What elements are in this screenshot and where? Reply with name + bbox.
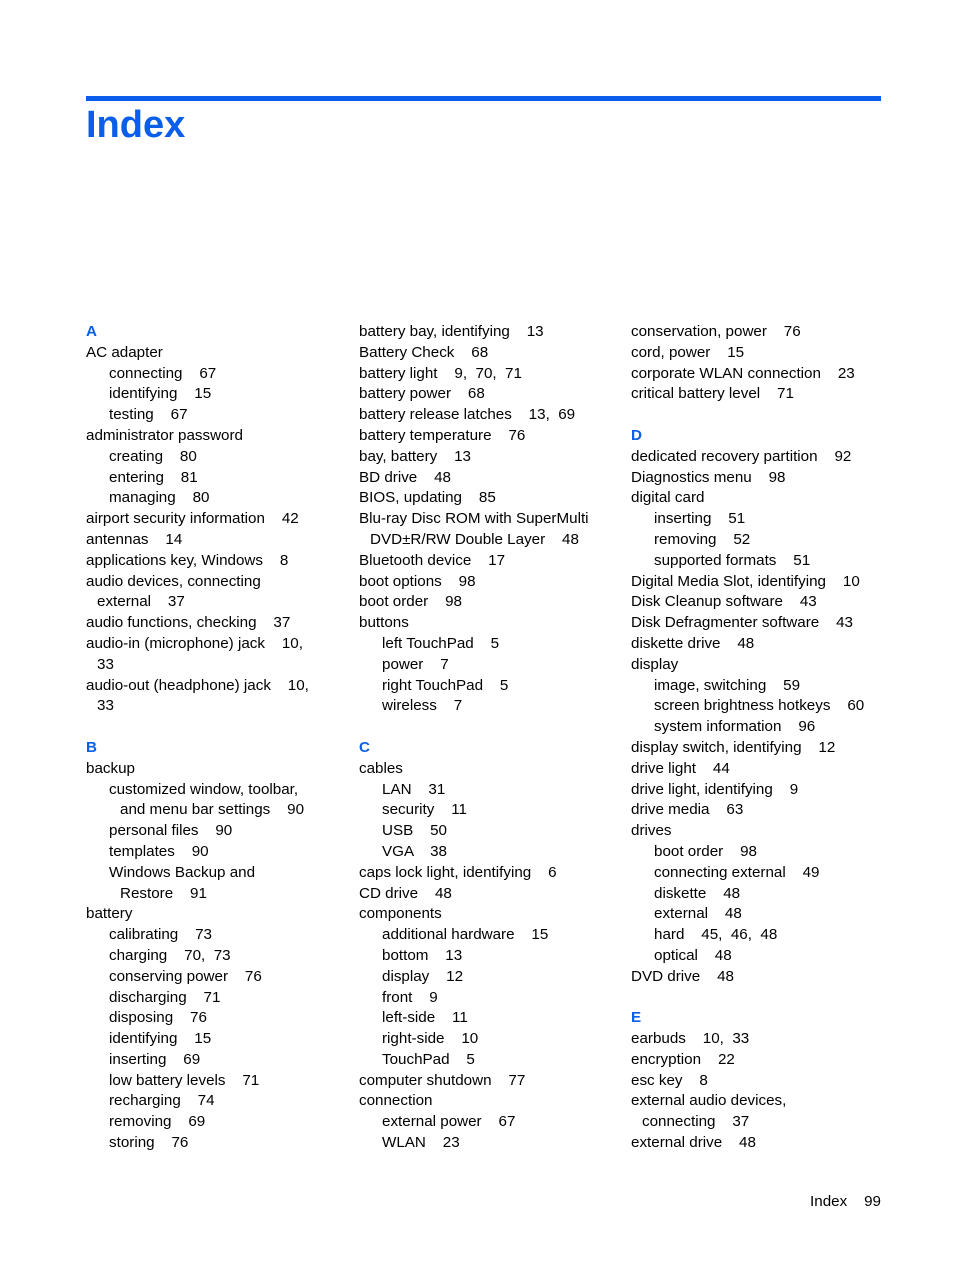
index-entry: audio functions, checking 37: [86, 614, 291, 632]
index-entry: digital card: [631, 489, 705, 507]
index-entry: external drive 48: [631, 1134, 756, 1152]
index-column-3: [631, 322, 893, 1154]
index-subentry: and menu bar settings 90: [120, 801, 305, 819]
index-subentry: templates 90: [109, 842, 209, 860]
index-subentry: LAN 31: [382, 780, 446, 798]
index-entry: BIOS, updating 85: [359, 489, 496, 507]
index-entry: audio-out (headphone) jack 10,: [86, 676, 309, 694]
index-entry: BD drive 48: [359, 468, 452, 486]
index-subentry: connecting 37: [642, 1113, 750, 1131]
index-subentry: personal files 90: [109, 822, 233, 840]
index-entry: critical battery level 71: [631, 385, 794, 403]
index-subentry: right-side 10: [382, 1030, 479, 1048]
index-subentry: testing 67: [109, 406, 188, 424]
index-entry: encryption 22: [631, 1050, 735, 1068]
index-subentry: security 11: [382, 801, 467, 819]
index-subentry: disposing 76: [109, 1009, 207, 1027]
index-entry: Disk Defragmenter software 43: [631, 614, 853, 632]
index-subentry: WLAN 23: [382, 1134, 460, 1152]
index-entry: caps lock light, identifying 6: [359, 863, 557, 881]
index-entry: Diagnostics menu 98: [631, 468, 786, 486]
index-entry: connection: [359, 1092, 433, 1110]
section-gap: [359, 717, 621, 738]
index-entry: audio devices, connecting: [86, 572, 261, 590]
index-subentry: inserting 51: [654, 510, 746, 528]
index-entry: DVD drive 48: [631, 967, 734, 985]
section-gap: [631, 988, 893, 1009]
index-entry: display: [631, 655, 679, 673]
index-subentry: external 37: [97, 593, 185, 611]
page-footer: [810, 1192, 881, 1212]
index-subentry: Windows Backup and: [109, 863, 256, 881]
index-entry: computer shutdown 77: [359, 1071, 526, 1089]
index-entry: battery light 9, 70, 71: [359, 364, 522, 382]
index-subentry: identifying 15: [109, 385, 212, 403]
index-entry: cord, power 15: [631, 343, 745, 361]
index-subentry: boot order 98: [654, 842, 758, 860]
section-letter: B: [86, 738, 97, 756]
index-subentry: diskette 48: [654, 884, 741, 902]
index-subentry: VGA 38: [382, 842, 448, 860]
index-subentry: system information 96: [654, 718, 816, 736]
index-subentry: 33: [97, 655, 114, 673]
index-subentry: external 48: [654, 905, 742, 923]
index-entry: battery power 68: [359, 385, 485, 403]
index-subentry: TouchPad 5: [382, 1050, 475, 1068]
index-entry: earbuds 10, 33: [631, 1030, 750, 1048]
index-subentry: DVD±R/RW Double Layer 48: [370, 530, 579, 548]
index-entry: corporate WLAN connection 23: [631, 364, 855, 382]
index-subentry: recharging 74: [109, 1092, 215, 1110]
index-entry: Digital Media Slot, identifying 10: [631, 572, 860, 590]
index-subentry: supported formats 51: [654, 551, 811, 569]
index-entry: drive media 63: [631, 801, 744, 819]
index-subentry: wireless 7: [382, 697, 463, 715]
index-subentry: removing 52: [654, 530, 751, 548]
index-subentry: storing 76: [109, 1134, 189, 1152]
index-entry: Blu-ray Disc ROM with SuperMulti: [359, 510, 589, 528]
index-subentry: additional hardware 15: [382, 926, 549, 944]
index-subentry: identifying 15: [109, 1030, 212, 1048]
index-subentry: entering 81: [109, 468, 198, 486]
title-rule: [86, 96, 881, 101]
index-entry: Bluetooth device 17: [359, 551, 506, 569]
index-entry: display switch, identifying 12: [631, 738, 836, 756]
index-subentry: power 7: [382, 655, 449, 673]
index-entry: components: [359, 905, 442, 923]
index-subentry: left-side 11: [382, 1009, 468, 1027]
index-entry: backup: [86, 759, 135, 777]
index-entry: AC adapter: [86, 343, 163, 361]
index-subentry: 33: [97, 697, 114, 715]
index-column-2: [359, 322, 621, 1154]
index-subentry: image, switching 59: [654, 676, 801, 694]
index-subentry: hard 45, 46, 48: [654, 926, 778, 944]
index-entry: buttons: [359, 614, 409, 632]
section-gap: [86, 717, 348, 738]
index-subentry: creating 80: [109, 447, 197, 465]
section-letter: E: [631, 1009, 642, 1027]
section-letter: C: [359, 738, 370, 756]
index-subentry: right TouchPad 5: [382, 676, 509, 694]
index-subentry: external power 67: [382, 1113, 516, 1131]
index-subentry: connecting 67: [109, 364, 217, 382]
index-entry: Battery Check 68: [359, 343, 489, 361]
index-subentry: discharging 71: [109, 988, 221, 1006]
index-entry: applications key, Windows 8: [86, 551, 289, 569]
index-entry: cables: [359, 759, 403, 777]
index-entry: antennas 14: [86, 530, 183, 548]
index-entry: airport security information 42: [86, 510, 299, 528]
index-entry: drive light 44: [631, 759, 730, 777]
index-subentry: USB 50: [382, 822, 447, 840]
page-number: 99: [864, 1193, 881, 1210]
index-entry: battery: [86, 905, 133, 923]
index-entry: battery bay, identifying 13: [359, 323, 544, 340]
index-entry: dedicated recovery partition 92: [631, 447, 852, 465]
index-subentry: customized window, toolbar,: [109, 780, 299, 798]
index-entry: Disk Cleanup software 43: [631, 593, 817, 611]
index-entry: drives: [631, 822, 672, 840]
footer-label: Index: [810, 1193, 848, 1210]
index-subentry: conserving power 76: [109, 967, 262, 985]
index-entry: CD drive 48: [359, 884, 452, 902]
index-subentry: charging 70, 73: [109, 946, 231, 964]
index-entry: boot options 98: [359, 572, 476, 590]
index-entry: diskette drive 48: [631, 634, 755, 652]
index-entry: administrator password: [86, 426, 243, 444]
index-entry: conservation, power 76: [631, 323, 801, 340]
section-gap: [631, 405, 893, 426]
index-subentry: left TouchPad 5: [382, 634, 500, 652]
section-letter: D: [631, 426, 642, 444]
index-subentry: optical 48: [654, 946, 732, 964]
index-entry: battery temperature 76: [359, 426, 526, 444]
index-subentry: display 12: [382, 967, 464, 985]
index-entry: audio-in (microphone) jack 10,: [86, 634, 303, 652]
index-subentry: removing 69: [109, 1113, 206, 1131]
index-entry: battery release latches 13, 69: [359, 406, 576, 424]
index-subentry: bottom 13: [382, 946, 463, 964]
index-entry: drive light, identifying 9: [631, 780, 799, 798]
index-entry: bay, battery 13: [359, 447, 471, 465]
index-subentry: inserting 69: [109, 1050, 201, 1068]
page-title: Index: [86, 104, 186, 146]
index-column-1: [86, 322, 348, 1154]
index-subentry: low battery levels 71: [109, 1071, 260, 1089]
index-subentry: calibrating 73: [109, 926, 212, 944]
index-entry: boot order 98: [359, 593, 463, 611]
index-entry: esc key 8: [631, 1071, 708, 1089]
section-letter: A: [86, 323, 97, 340]
index-subentry: connecting external 49: [654, 863, 820, 881]
index-entry: external audio devices,: [631, 1092, 787, 1110]
index-subentry: front 9: [382, 988, 438, 1006]
index-subentry: Restore 91: [120, 884, 207, 902]
index-subentry: managing 80: [109, 489, 210, 507]
index-subentry: screen brightness hotkeys 60: [654, 697, 865, 715]
